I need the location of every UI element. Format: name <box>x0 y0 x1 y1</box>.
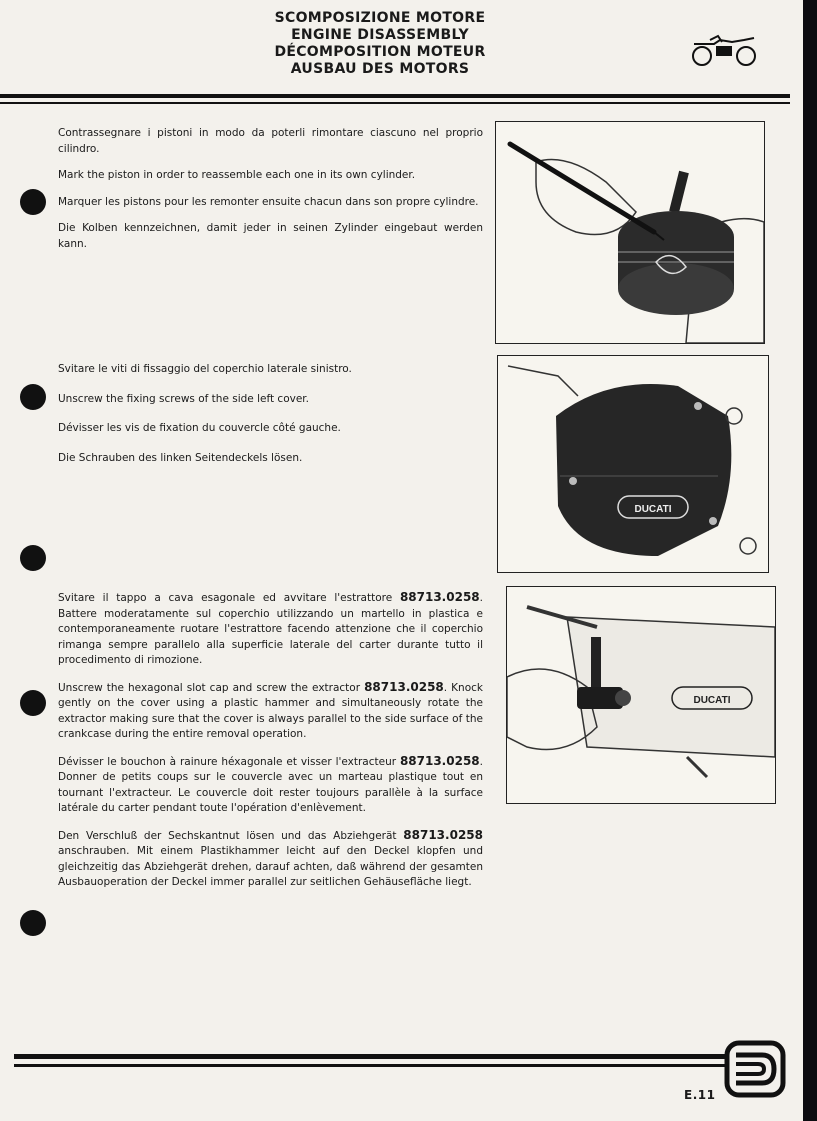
tool-code: 88713.0258 <box>399 753 480 768</box>
section-mark-pistons <box>58 126 483 263</box>
ducati-emblem: DUCATI <box>693 695 731 706</box>
instruction-french: Marquer les pistons pour les remonter ensuite chacun dans son propre cylindre. <box>58 195 479 208</box>
instruction-german-start: Den Verschluß der Sechskantnut lösen und das Abziehgerät <box>58 829 404 842</box>
title-italian: SCOMPOSIZIONE MOTORE <box>274 10 486 26</box>
tool-code: 88713.0258 <box>364 679 444 694</box>
tool-code: 88713.0258 <box>403 827 483 842</box>
ducati-emblem: DUCATI <box>634 504 672 515</box>
header-rule <box>0 94 790 108</box>
section-extractor <box>58 590 483 902</box>
hole-punch-marker <box>20 910 46 936</box>
hole-punch-marker <box>20 384 46 410</box>
instruction-italian: Svitare le viti di fissaggio del coperchio laterale sinistro. <box>58 363 352 375</box>
instruction-french: Dévisser les vis de fixation du couvercle côté gauche. <box>58 422 341 434</box>
page-edge-shadow <box>803 0 817 1121</box>
instruction-italian <box>58 590 483 669</box>
instruction-french-end: . Donner de petits coups sur le couvercle avec un marteau plastique tout en tournant l'extracteur. Le couvercle doit rester toujours parallèle à la surface latérale du carter pendant toute l'opération d'enlèvement. <box>58 755 483 814</box>
instruction-english-start: Unscrew the hexagonal slot cap and screw the extractor <box>58 681 365 694</box>
side-cover-figure <box>497 355 769 573</box>
piston-marking-figure <box>495 121 765 344</box>
instruction-english-end: . Knock gently on the cover using a plastic hammer and simultaneously rotate the extractor making sure that the cover is always parallel to the side surface of the crankcase during the entire removal operation. <box>58 681 483 740</box>
section-unscrew-cover <box>58 362 483 480</box>
hole-punch-marker <box>20 189 46 215</box>
instruction-german-end: anschrauben. Mit einem Plastikhammer leicht auf den Deckel klopfen und gleichzeitig das Abziehgerät drehen, darauf achten, daß während der gesamten Ausbauoperation der Deckel immer parallel zur seitlichen Gehäusefläche liegt. <box>58 845 483 888</box>
instruction-italian: Contrassegnare i pistoni in modo da poterli rimontare ciascuno nel proprio cilindro. <box>58 127 483 155</box>
hole-punch-marker <box>20 690 46 716</box>
instruction-french <box>58 754 483 817</box>
title-german: AUSBAU DES MOTORS <box>290 61 470 77</box>
title-english: ENGINE DISASSEMBLY <box>291 27 469 43</box>
page-header <box>230 10 530 78</box>
tool-code: 88713.0258 <box>399 590 480 604</box>
title-french: DÉCOMPOSITION MOTEUR <box>274 44 486 60</box>
instruction-german <box>58 828 483 891</box>
instruction-german: Die Kolben kennzeichnen, damit jeder in seinen Zylinder eingebaut werden kann. <box>58 222 483 250</box>
motorcycle-icon <box>688 32 760 68</box>
instruction-french-start: Dévisser le bouchon à rainure héxagonale et visser l'extracteur <box>58 755 400 768</box>
hole-punch-marker <box>20 545 46 571</box>
extractor-figure <box>506 586 776 804</box>
instruction-italian-end: . Battere moderatamente sul coperchio utilizzando un martello in plastica e contemporaneamente ruotare l'estrattore facendo attenzione che il coperchio rimanga sempre parallelo alla superficie laterale del carter durante tutto il procedimento di rimozione. <box>58 592 483 666</box>
manual-logo-icon <box>724 1040 786 1098</box>
instruction-english <box>58 680 483 743</box>
instruction-italian-start: Svitare il tappo a cava esagonale ed avvitare l'estrattore <box>58 592 400 604</box>
instruction-english: Mark the piston in order to reassemble each one in its own cylinder. <box>58 169 416 181</box>
page-number: E.11 <box>684 1088 716 1102</box>
instruction-english: Unscrew the fixing screws of the side left cover. <box>58 392 309 405</box>
instruction-german: Die Schrauben des linken Seitendeckels lösen. <box>58 451 303 464</box>
footer-rule <box>14 1050 726 1074</box>
